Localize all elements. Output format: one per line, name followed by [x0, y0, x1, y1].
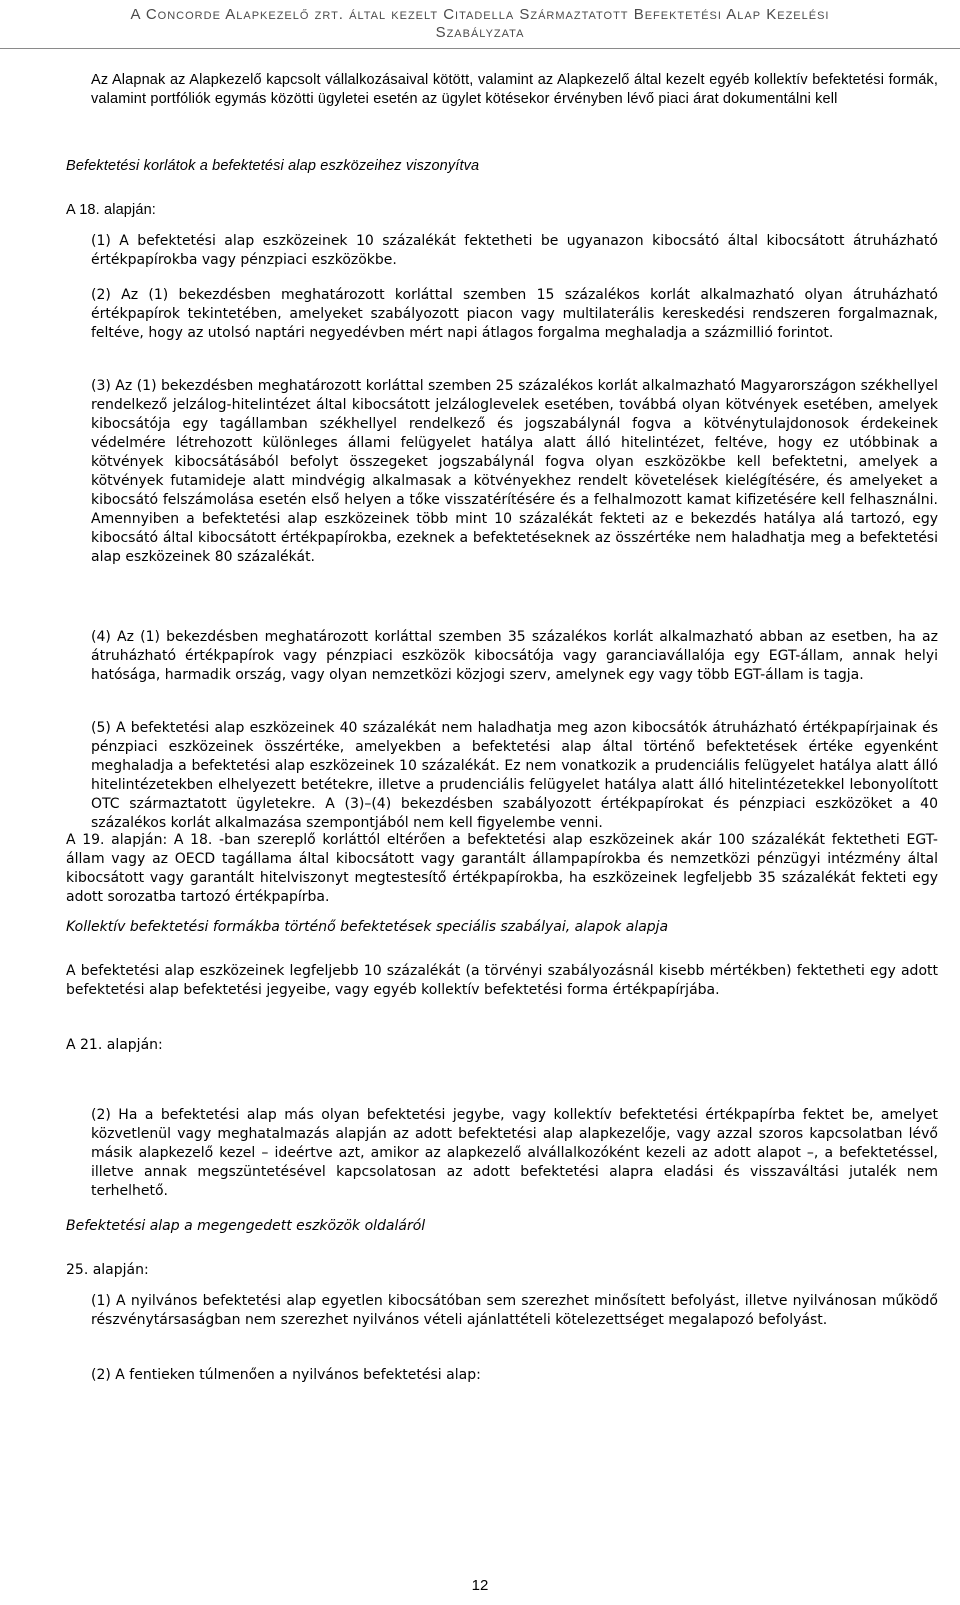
- page-number: 12: [471, 1577, 489, 1594]
- paragraph-18-5: (5) A befektetési alap eszközeinek 40 százalékát nem haladhatja meg azon kibocsátók átruházható értékpapírjainak és pénzpiaci eszközeinek összértéke, amelyekben a befektetési alap által történő befektetések értéke egyenként meghaladja a befektetési alap eszközeinek 10 százalékát. Ez nem vonatkozik a prudenciális felügyelet hatálya alatt álló hitelintézetekben elhelyezett betétekre, illetve a prudenciális felügyelet hatálya alatt álló hitelintézetekkel lebonyolított OTC származtatott ügyletekre. A (3)–(4) bekezdésben szabályozott értékpapírokat és pénzpiaci eszközöket a 40 százalékos korlát alkalmazása szempontjából nem kell figyelembe venni.: [91, 720, 938, 831]
- section-heading-investment-limits: Befektetési korlátok a befektetési alap eszközeihez viszonyítva: [66, 158, 480, 174]
- paragraph-18-3: (3) Az (1) bekezdésben meghatározott korláttal szemben 25 százalékos korlát alkalmazható Magyarországon székhellyel rendelkező jelzálog-hitelintézet által kibocsátott jelzáloglevelek esetében, továbbá olyan kötvények esetében, amelyek kibocsátója egy tagállamban székhellyel rendelkező és jogszabálynál fogva a kötvénytulajdonosok érdekeinek védelmére létrehozott különleges állami felügyelet hatálya alatt álló hitelintézet, feltéve, hogy ez utóbbinak a kötvények kibocsátásából befolyt összegeket jogszabálynál fogva olyan eszközökbe kell befektetni, amelyek a kötvények futamideje alatt mindvégig alkalmasak a kötvényekhez rendelt követelések kielégítésére, és amelyeket a kibocsátó felszámolása esetén első helyen a tőke visszatérítésére és a felhalmozott kamat kifizetésére kell felhasználni. Amennyiben a befektetési alap eszközeinek több mint 10 százalékát fekteti az e bekezdés hatálya alá tartozó, egy kibocsátó által kibocsátott értékpapírokba, ezeknek a befektetéseknek az összértéke nem haladhatja meg a befektetési alap eszközeinek 80 százalékát.: [91, 378, 938, 565]
- paragraph-25-2: (2) A fentieken túlmenően a nyilvános befektetési alap:: [91, 1367, 481, 1383]
- running-header: [0, 6, 960, 42]
- header-divider: [0, 48, 960, 49]
- reference-paragraph-18: A 18. alapján:: [66, 202, 156, 218]
- running-header-line-1: A Concorde Alapkezelő zrt. által kezelt Citadella Származtatott Befektetési Alap Kezelési: [130, 6, 830, 23]
- running-header-line-2: Szabályzata: [435, 24, 525, 41]
- reference-paragraph-25: 25. alapján:: [66, 1262, 149, 1278]
- paragraph-18-2: (2) Az (1) bekezdésben meghatározott korláttal szemben 15 százalékos korlát alkalmazható olyan átruházható értékpapírok tekintetében, amelyeket szabályozott piacon vagy multilaterális kereskedési rendszeren forgalmaznak, feltéve, hogy az utolsó naptári negyedévben mért napi átlagos forgalma meghaladja a százmillió forintot.: [91, 287, 938, 341]
- paragraph-19: A 19. alapján: A 18. -ban szereplő korláttól eltérően a befektetési alap eszközeinek akár 100 százalékát fektetheti EGT-állam vagy az OECD tagállama által kibocsátott vagy garantált állampapírokba és nemzetközi pénzügyi intézmény által kibocsátott vagy garantált hitelviszonyt megtestesítő értékpapírokba, ha eszközeinek legfeljebb 35 százalékát fekteti egy adott sorozatba tartozó értékpapírba.: [66, 832, 938, 905]
- intro-paragraph: Az Alapnak az Alapkezelő kapcsolt vállalkozásaival kötött, valamint az Alapkezelő által kezelt egyéb kollektív befektetési formák, valamint portfóliók egymás közötti ügyletei esetén az ügylet kötésekor érvényben lévő piaci árat dokumentálni kell: [91, 72, 938, 107]
- section-heading-collective-investment: Kollektív befektetési formákba történő befektetések speciális szabályai, alapok alapja: [66, 919, 669, 935]
- paragraph-collective-limit: A befektetési alap eszközeinek legfeljebb 10 százalékát (a törvényi szabályozásnál kisebb mértékben) fektetheti egy adott befektetési alap befektetési jegyeibe, vagy egyéb kollektív befektetési forma értékpapírjába.: [66, 963, 938, 998]
- section-heading-allowed-assets: Befektetési alap a megengedett eszközök oldaláról: [66, 1218, 426, 1234]
- reference-paragraph-21: A 21. alapján:: [66, 1037, 163, 1053]
- paragraph-18-4: (4) Az (1) bekezdésben meghatározott korláttal szemben 35 százalékos korlát alkalmazható abban az esetben, ha az átruházható értékpapírok vagy pénzpiaci eszközök kibocsátója vagy garanciavállalója egy EGT-állam, annak helyi hatósága, harmadik ország, vagy olyan nemzetközi közjogi szerv, amelynek egy vagy több EGT-állam is tagja.: [91, 629, 938, 683]
- paragraph-21-2: (2) Ha a befektetési alap más olyan befektetési jegybe, vagy kollektív befektetési értékpapírba fektet be, amelyet közvetlenül vagy meghatalmazás alapján az adott befektetési alap alapkezelője, vagy azzal szoros kapcsolatban lévő másik alapkezelő kezel – ideértve azt, amikor az alapkezelő alvállalkozóként kezeli az adott alapot –, a befektetéssel, illetve annak megszüntetésével kapcsolatosan az adott befektetési alapra eladási és visszaváltási jutalék nem terhelhető.: [91, 1107, 938, 1199]
- paragraph-25-1: (1) A nyilvános befektetési alap egyetlen kibocsátóban sem szerezhet minősített befolyást, illetve nyilvánosan működő részvénytársaságban nem szerezhet nyilvános vételi ajánlattételi kötelezettséget megalapozó befolyást.: [91, 1293, 938, 1328]
- paragraph-18-1: (1) A befektetési alap eszközeinek 10 százalékát fektetheti be ugyanazon kibocsátó által kibocsátott átruházható értékpapírokba vagy pénzpiaci eszközökbe.: [91, 233, 938, 268]
